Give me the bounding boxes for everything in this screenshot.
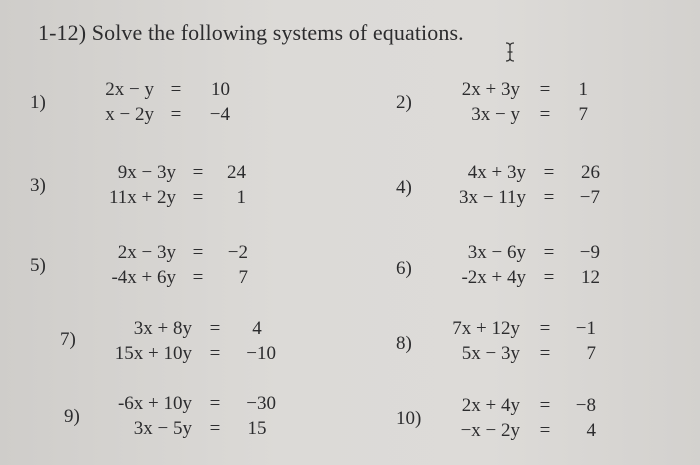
equation-rhs: 24 <box>227 162 246 183</box>
problem-number: 6) <box>396 258 412 279</box>
equals-sign: = <box>170 79 182 100</box>
equation-2 <box>420 104 588 126</box>
equals-sign: = <box>209 343 221 364</box>
equation-1 <box>86 318 276 340</box>
equation-1 <box>58 242 248 264</box>
equation-2 <box>420 187 600 209</box>
equals-sign: = <box>209 393 221 414</box>
problem-number: 10) <box>396 408 422 429</box>
equation-2 <box>58 187 246 209</box>
equation-rhs: −7 <box>579 187 600 208</box>
equals-sign: = <box>539 79 551 100</box>
problem-number: 9) <box>64 406 80 427</box>
equation-rhs: 12 <box>581 267 600 288</box>
equation-1 <box>420 162 600 184</box>
equation-lhs: 3x + 8y <box>133 318 192 339</box>
equation-1 <box>420 395 596 417</box>
equation-rhs: 10 <box>211 79 230 100</box>
equals-sign: = <box>539 395 551 416</box>
equation-1 <box>420 318 596 340</box>
equation-lhs: 2x − 3y <box>117 242 176 263</box>
equation-rhs: 4 <box>586 420 596 441</box>
equation-2 <box>420 420 596 442</box>
equals-sign: = <box>539 420 551 441</box>
page-title: 1-12) Solve the following systems of equations. <box>38 20 464 45</box>
equation-rhs: 4 <box>252 318 262 339</box>
equals-sign: = <box>192 242 204 263</box>
equation-rhs: −10 <box>246 343 276 364</box>
equals-sign: = <box>192 267 204 288</box>
equation-1 <box>58 162 246 184</box>
equation-rhs: −8 <box>575 395 596 416</box>
equals-sign: = <box>543 162 555 183</box>
equation-lhs: 3x − 6y <box>467 242 526 263</box>
equation-1 <box>58 79 230 101</box>
equation-lhs: -2x + 4y <box>461 267 526 288</box>
equation-2 <box>420 267 600 289</box>
equation-rhs: 1 <box>236 187 246 208</box>
equation-1 <box>420 242 600 264</box>
equation-rhs: −1 <box>575 318 596 339</box>
equals-sign: = <box>543 267 555 288</box>
equation-2 <box>58 267 248 289</box>
equation-rhs: 7 <box>578 104 588 125</box>
equals-sign: = <box>192 162 204 183</box>
problem-number: 8) <box>396 333 412 354</box>
problem-number: 1) <box>30 92 46 113</box>
equation-rhs: 7 <box>586 343 596 364</box>
equals-sign: = <box>543 242 555 263</box>
equation-rhs: −2 <box>227 242 248 263</box>
equals-sign: = <box>209 318 221 339</box>
equation-rhs: −4 <box>209 104 230 125</box>
problem-number: 3) <box>30 175 46 196</box>
equals-sign: = <box>209 418 221 439</box>
equation-lhs: x − 2y <box>105 104 154 125</box>
equals-sign: = <box>170 104 182 125</box>
equation-lhs: -4x + 6y <box>111 267 176 288</box>
equation-rhs: −30 <box>246 393 276 414</box>
equals-sign: = <box>539 104 551 125</box>
equals-sign: = <box>543 187 555 208</box>
problem-number: 2) <box>396 92 412 113</box>
equation-rhs: 15 <box>247 418 267 439</box>
equation-lhs: 7x + 12y <box>452 318 520 339</box>
equation-lhs: -6x + 10y <box>117 393 192 414</box>
equation-lhs: 4x + 3y <box>467 162 526 183</box>
equation-lhs: 3x − 5y <box>133 418 192 439</box>
problem-number: 4) <box>396 177 412 198</box>
equation-rhs: 7 <box>238 267 248 288</box>
equals-sign: = <box>539 318 551 339</box>
problem-number: 7) <box>60 329 76 350</box>
equation-1 <box>420 79 588 101</box>
equation-2 <box>86 343 276 365</box>
equation-lhs: 3x − 11y <box>458 187 526 208</box>
equation-lhs: 3x − y <box>471 104 520 125</box>
equation-lhs: 2x + 4y <box>461 395 520 416</box>
equation-lhs: 2x − y <box>105 79 154 100</box>
equals-sign: = <box>192 187 204 208</box>
equation-lhs: 11x + 2y <box>108 187 176 208</box>
equation-rhs: −9 <box>579 242 600 263</box>
equation-1 <box>86 393 276 415</box>
equation-lhs: 9x − 3y <box>117 162 176 183</box>
text-cursor-icon <box>504 42 516 62</box>
problem-number: 5) <box>30 255 46 276</box>
equation-2 <box>420 343 596 365</box>
equation-2 <box>58 104 230 126</box>
equals-sign: = <box>539 343 551 364</box>
equation-lhs: 2x + 3y <box>461 79 520 100</box>
equation-rhs: 26 <box>581 162 600 183</box>
equation-2 <box>86 418 276 440</box>
equation-lhs: 5x − 3y <box>461 343 520 364</box>
equation-lhs: −x − 2y <box>460 420 520 441</box>
equation-lhs: 15x + 10y <box>114 343 192 364</box>
equation-rhs: 1 <box>578 79 588 100</box>
